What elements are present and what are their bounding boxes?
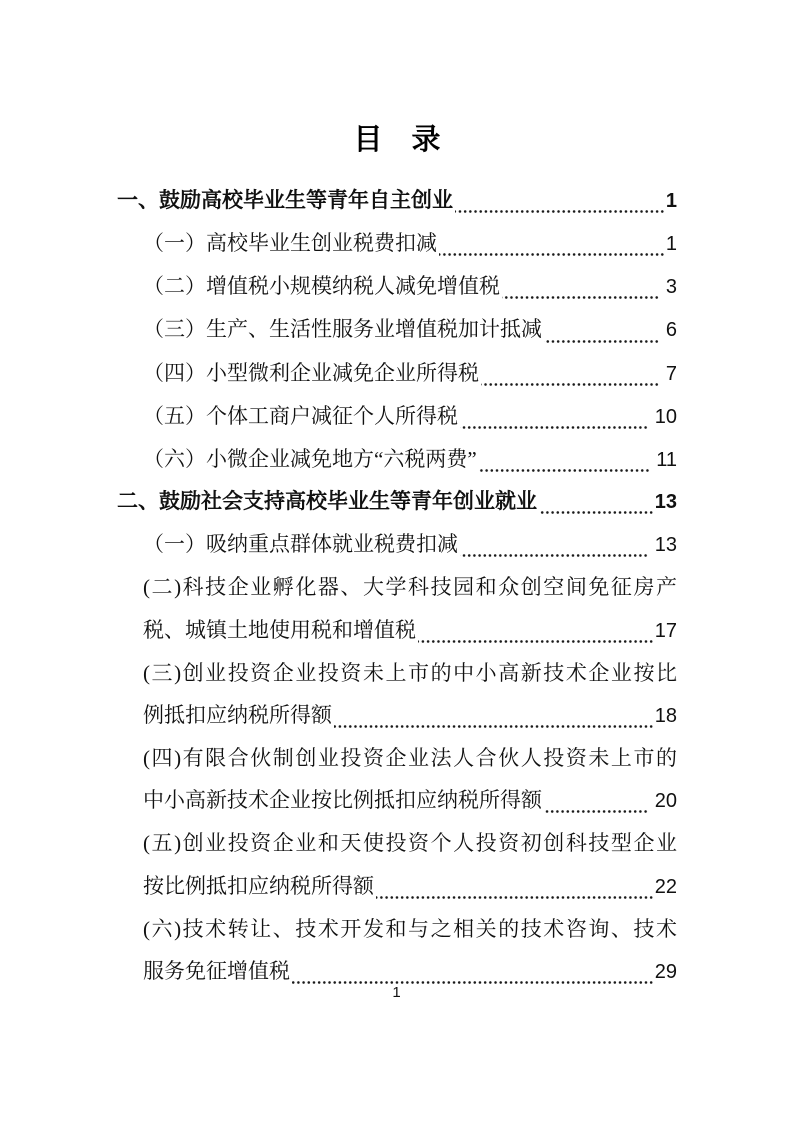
toc-entry[interactable]: [143, 395, 677, 438]
toc-entry-text: （四）小型微利企业减免企业所得税: [143, 360, 479, 385]
dot-leader: [455, 210, 665, 213]
toc-entry-text: (三)创业投资企业投资未上市的中小高新技术企业按比: [143, 660, 677, 685]
toc-entry[interactable]: [143, 908, 677, 993]
toc-entry-line: [143, 609, 677, 652]
toc-entry[interactable]: [143, 566, 677, 651]
toc-list: [117, 180, 677, 993]
dot-leader: [479, 469, 650, 472]
toc-page-number: 11: [650, 448, 677, 471]
toc-entry-line: [143, 694, 677, 737]
toc-entry-text: 例抵扣应纳税所得额: [143, 702, 332, 727]
toc-entry-text: （六）小微企业减免地方“六税两费”: [143, 446, 477, 471]
dot-leader: [481, 383, 659, 386]
footer-page-number: 1: [392, 984, 401, 1001]
toc-page-number: 29: [654, 960, 677, 983]
toc-page-number: 13: [654, 491, 677, 514]
toc-entry[interactable]: [143, 352, 677, 395]
toc-entry[interactable]: [143, 222, 677, 265]
toc-entry-line: [143, 222, 677, 265]
toc-entry-line: [143, 438, 677, 481]
dot-leader: [460, 426, 648, 429]
toc-page-number: 13: [649, 534, 677, 557]
toc-entry[interactable]: [117, 180, 677, 222]
toc-page-number: 7: [660, 362, 677, 385]
dot-leader: [334, 725, 654, 728]
dot-leader: [544, 340, 659, 343]
toc-entry-text: 按比例抵扣应纳税所得额: [143, 873, 374, 898]
toc-entry-line: [143, 523, 677, 566]
toc-entry[interactable]: [143, 652, 677, 737]
toc-entry[interactable]: [143, 737, 677, 822]
toc-entry-text: （五）个体工商户减征个人所得税: [143, 403, 458, 428]
toc-entry[interactable]: [143, 308, 677, 351]
toc-entry-line: [143, 908, 677, 950]
dot-leader: [544, 810, 648, 813]
toc-entry-text: （二）增值税小规模纳税人减免增值税: [143, 274, 500, 299]
toc-page-number: 6: [660, 319, 677, 342]
toc-entry-line: [143, 652, 677, 694]
toc-entry-text: 中小高新技术企业按比例抵扣应纳税所得额: [143, 788, 542, 813]
toc-entry-line: [143, 265, 677, 308]
toc-entry-line: [117, 481, 677, 523]
toc-entry-text: (五)创业投资企业和天使投资个人投资初创科技型企业: [143, 831, 677, 856]
dot-leader: [539, 511, 654, 514]
toc-page-number: 17: [654, 619, 677, 642]
toc-entry-text: （三）生产、生活性服务业增值税加计抵减: [143, 317, 542, 342]
dot-leader: [439, 253, 665, 256]
dot-leader: [418, 640, 654, 643]
toc-entry-line: [143, 395, 677, 438]
dot-leader: [502, 296, 659, 299]
toc-entry-line: [143, 822, 677, 864]
toc-entry[interactable]: [143, 822, 677, 907]
toc-entry-line: [143, 566, 677, 608]
toc-entry-line: [143, 308, 677, 351]
toc-entry-text: 一、鼓励高校毕业生等青年自主创业: [117, 189, 453, 212]
toc-page-number: 10: [649, 405, 677, 428]
toc-entry-text: 税、城镇土地使用税和增值税: [143, 617, 416, 642]
toc-entry-text: (四)有限合伙制创业投资企业法人合伙人投资未上市的: [143, 746, 677, 771]
toc-entry[interactable]: [143, 523, 677, 566]
toc-entry-line: [143, 737, 677, 779]
toc-entry[interactable]: [143, 438, 677, 481]
toc-entry-text: 二、鼓励社会支持高校毕业生等青年创业就业: [117, 490, 537, 514]
toc-page-number: 18: [654, 704, 677, 727]
toc-entry-line: [143, 779, 677, 822]
toc-entry-text: （一）高校毕业生创业税费扣减: [143, 231, 437, 256]
toc-entry-line: [143, 352, 677, 395]
toc-page-number: 22: [654, 875, 677, 898]
toc-page-number: 3: [660, 276, 677, 299]
toc-entry-text: （一）吸纳重点群体就业税费扣减: [143, 532, 458, 557]
toc-entry-text: (二)科技企业孵化器、大学科技园和众创空间免征房产: [143, 575, 677, 600]
toc-entry-text: 服务免征增值税: [143, 958, 290, 983]
toc-title: 目 录: [353, 124, 441, 156]
toc-page-number: 1: [665, 233, 677, 256]
dot-leader: [460, 554, 648, 557]
toc-page-number: 1: [665, 190, 677, 212]
toc-entry-text: (六)技术转让、技术开发和与之相关的技术咨询、技术: [143, 916, 677, 941]
dot-leader: [376, 896, 654, 899]
toc-entry[interactable]: [143, 265, 677, 308]
toc-entry-line: [143, 865, 677, 908]
toc-page-number: 20: [649, 790, 677, 813]
toc-entry[interactable]: [117, 481, 677, 523]
toc-entry-line: [117, 180, 677, 222]
